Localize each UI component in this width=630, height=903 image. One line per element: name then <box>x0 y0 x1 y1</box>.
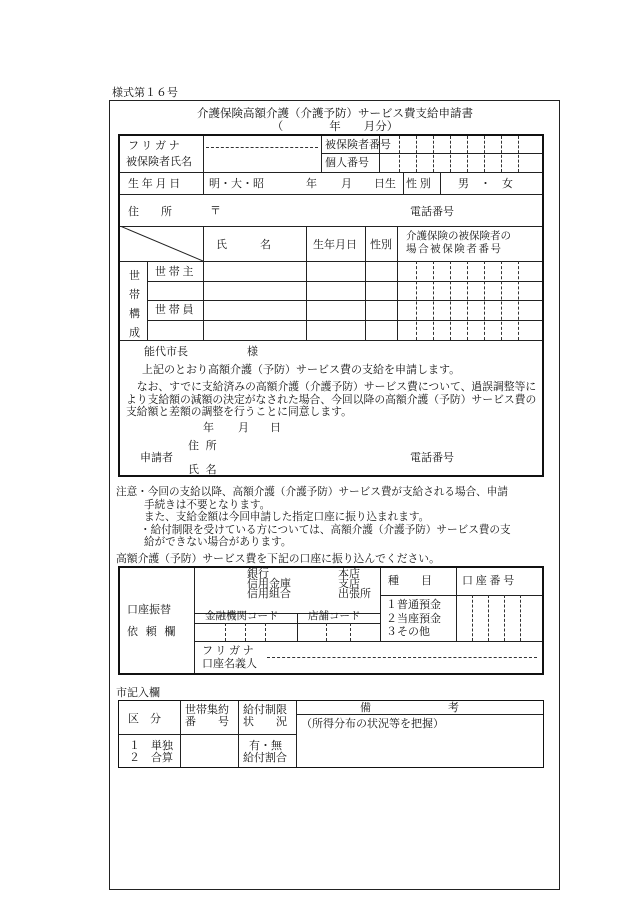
gender-label: 性別 <box>406 177 434 190</box>
household-side-label: 世 帯 構 成 <box>129 269 140 339</box>
insured-phone-label: 電話番号 <box>410 205 454 218</box>
bank-intro: 高額介護（予防）サービス費を下記の口座に振り込んでください。 <box>116 552 440 565</box>
furigana-label: フリガナ <box>128 139 183 152</box>
notes <box>116 486 556 549</box>
bank-side-label-2: 依頼欄 <box>127 625 184 638</box>
gender-options: 男 ・ 女 <box>458 177 513 190</box>
diagonal-line <box>120 226 203 261</box>
city-col-household-no: 世帯集約 番 号 <box>185 703 229 728</box>
address-label: 住 所 <box>128 205 172 218</box>
city-col-remarks: 備 考 <box>360 701 459 714</box>
date-month-unit: 月 <box>238 421 249 434</box>
applicant-phone-label: 電話番号 <box>410 451 454 464</box>
branch-code-label: 店舗コード <box>308 610 361 622</box>
account-type-label: 種 目 <box>388 574 432 587</box>
application-box <box>118 134 544 477</box>
era-options: 明・大・昭 <box>209 177 264 190</box>
institution-types: 銀行 信用金庫 信用組合 <box>247 567 291 600</box>
title-line2: （ 年 月分） <box>271 119 399 133</box>
insured-name-label: 被保険者氏名 <box>126 155 192 168</box>
insured-number-label: 被保険者番号 <box>325 138 391 151</box>
row-member-label: 世帯員 <box>155 303 197 316</box>
birth-year-unit: 年 <box>306 177 317 190</box>
household-col-number-1: 介護保険の被保険者の <box>406 230 511 242</box>
note-line-1: 注意・今回の支給以降、高額介護（介護予防）サービス費が支給される場合、申請 <box>116 486 508 498</box>
personal-number-label: 個人番号 <box>325 156 369 169</box>
row-head-label: 世帯主 <box>155 265 197 278</box>
title-line1: 介護保険高額介護（介護予防）サービス費支給申請書 <box>197 106 473 120</box>
holder-furigana-label: フリガナ <box>202 644 257 657</box>
city-restriction-options: 有・無 給付割合 <box>243 739 287 764</box>
city-remarks-hint: （所得分布の状況等を把握） <box>301 717 444 730</box>
applicant-address-label: 住所 <box>188 439 224 452</box>
bank-box <box>118 566 544 675</box>
account-types: １普通預金 ２当座預金 ３その他 <box>386 598 441 638</box>
holder-name-label: 口座名義人 <box>202 657 257 670</box>
birth-label: 生年月日 <box>128 177 183 190</box>
household-col-gender: 性別 <box>370 238 392 251</box>
note-line-3: また、支給金額は今回申請した指定口座に振り込まれます。 <box>144 511 430 524</box>
city-section-heading: 市記入欄 <box>116 686 160 699</box>
note-line-5: 給ができない場合があります。 <box>144 536 292 549</box>
note-line-2: 手続きは不要となります。 <box>144 498 271 511</box>
postal-mark: 〒 <box>210 204 221 217</box>
applicant-label: 申請者 <box>140 451 173 464</box>
birth-month-unit: 月 <box>341 177 352 190</box>
form-code: 様式第１６号 <box>112 86 178 99</box>
household-col-birth: 生年月日 <box>313 238 357 251</box>
branch-types: 本店 支店 出張所 <box>338 567 371 600</box>
city-col-category: 区 分 <box>128 712 161 725</box>
statement-2: なお、すでに支給済みの高額介護（介護予防）サービス費について、過誤調整等により支給額の減額の決定がなされた場合、今回以降の高額介護（予防）サービス費の支給額と差額の調整を行うことに同意します。 <box>126 380 537 419</box>
applicant-name-label: 氏名 <box>188 463 224 476</box>
bank-side-label-1: 口座振替 <box>127 603 171 616</box>
household-col-name: 氏 名 <box>216 238 271 251</box>
form-title <box>150 107 520 133</box>
account-number-label: 口座番号 <box>462 574 517 587</box>
city-section-box <box>118 700 544 768</box>
city-category-options: １ 単独 ２ 合算 <box>129 739 173 764</box>
addressee-sama: 様 <box>247 345 258 358</box>
note-line-4: ・給付制限を受けている方については、高額介護（介護予防）サービス費の支 <box>140 523 511 536</box>
addressee: 能代市長 <box>144 345 188 358</box>
statement-1: 上記のとおり高額介護（予防）サービス費の支給を申請します。 <box>142 363 461 376</box>
date-day-unit: 日 <box>270 421 281 434</box>
household-col-number-2: 場合被保険者番号 <box>406 243 503 255</box>
date-year-unit: 年 <box>203 421 214 434</box>
institution-code-label: 金融機関コード <box>205 610 279 622</box>
birth-day-unit: 日生 <box>374 177 396 190</box>
city-col-restriction: 給付制限 状 況 <box>243 703 287 728</box>
